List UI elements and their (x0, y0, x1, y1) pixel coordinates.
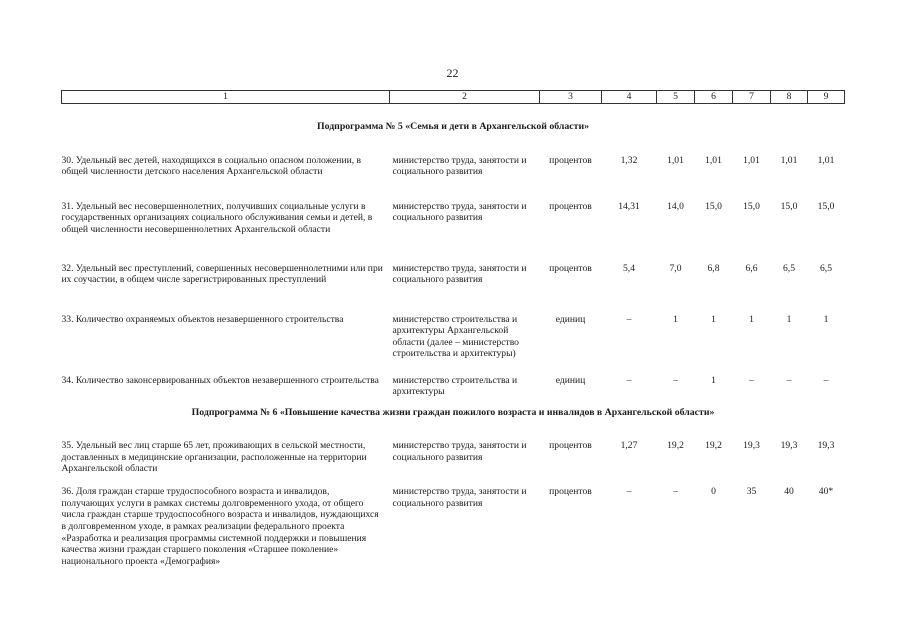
value-cell: 1,01 (780, 154, 798, 166)
value-cell: 7,0 (669, 262, 682, 274)
table-row (62, 486, 845, 580)
subprogram-heading (62, 104, 845, 155)
value-cell: 1 (786, 313, 792, 325)
value-cell: 14,0 (667, 200, 684, 212)
value-cell: – (823, 374, 829, 386)
value-cell: 19,2 (667, 440, 684, 452)
value-cell: 0 (711, 486, 716, 498)
table-row (62, 440, 845, 486)
header-cell: 9 (808, 91, 845, 104)
value-cell: 1,27 (620, 440, 638, 452)
value-cell: – (749, 374, 754, 386)
indicator-name: 31. Удельный вес несовершеннолетних, получивших социальные услуги в государственных организациях социального обслуживания семьи и детей, в общей численности несовершеннолетних Архангельской области (61, 200, 373, 235)
unit: процентов (549, 440, 592, 452)
header-cell: 2 (390, 91, 540, 104)
value-cell: 15,0 (743, 200, 760, 212)
value-cell: 6,5 (820, 262, 832, 274)
value-cell: – (626, 313, 632, 325)
header-cell: 4 (602, 91, 657, 104)
unit: единиц (555, 313, 586, 325)
unit: единиц (555, 374, 586, 386)
subprogram-title: Подпрограмма № 6 «Повышение качества жизни граждан пожилого возраста и инвалидов в Архангельской области» (191, 406, 715, 418)
responsible-org: министерство труда, занятости и социального развития (392, 154, 527, 178)
header-cell: 8 (771, 91, 808, 104)
value-cell: 15,0 (705, 200, 722, 212)
value-cell: 1 (711, 374, 716, 386)
header-cell: 3 (540, 91, 602, 104)
value-cell: 19,3 (743, 440, 760, 452)
value-cell: 1,01 (817, 154, 835, 166)
table-row (62, 155, 845, 201)
value-cell: – (626, 486, 632, 498)
value-cell: – (786, 374, 792, 386)
unit: процентов (549, 154, 592, 166)
responsible-org: министерство труда, занятости и социального развития (392, 200, 527, 224)
indicator-name: 32. Удельный вес преступлений, совершенных несовершеннолетними или при их соучастии, в общем числе зарегистрированных преступлений (61, 262, 383, 286)
table-header (62, 91, 845, 104)
value-cell: 14,31 (618, 200, 640, 212)
header-cell: 7 (733, 91, 771, 104)
subprogram-heading (62, 404, 845, 441)
value-cell: 1 (711, 313, 716, 325)
indicator-name: 34. Количество законсервированных объектов незавершенного строительства (61, 374, 379, 386)
value-cell: 19,2 (705, 440, 722, 452)
subprogram-title: Подпрограмма № 5 «Семья и дети в Архангельской области» (316, 121, 590, 132)
value-cell: – (626, 374, 632, 386)
table-row (62, 314, 845, 375)
unit: процентов (549, 486, 592, 498)
header-cell: 1 (62, 91, 390, 104)
indicator-name: 35. Удельный вес лиц старше 65 лет, проживающих в сельской местности, доставленных в медицинские организации, расположенные на территории Архангельской области (61, 440, 367, 475)
value-cell: – (673, 486, 678, 498)
header-row (62, 91, 845, 104)
table-row (62, 375, 845, 404)
indicators-table (61, 90, 845, 580)
unit: процентов (549, 200, 592, 212)
indicator-name: 33. Количество охраняемых объектов незавершенного строительства (61, 313, 344, 325)
value-cell: 1,01 (705, 154, 722, 166)
table-row (62, 201, 845, 263)
header-cell: 5 (657, 91, 695, 104)
value-cell: 6,5 (783, 262, 795, 274)
value-cell: 1,32 (620, 154, 638, 166)
page-number: 22 (446, 66, 459, 80)
value-cell: 1 (749, 313, 754, 325)
value-cell: 35 (746, 486, 757, 498)
value-cell: 1,01 (743, 154, 760, 166)
value-cell: 1,01 (667, 154, 684, 166)
value-cell: 5,4 (623, 262, 635, 274)
responsible-org: министерство труда, занятости и социального развития (392, 440, 527, 463)
value-cell: 40 (784, 486, 794, 498)
header-cell: 6 (695, 91, 733, 104)
value-cell: 1 (823, 313, 829, 325)
value-cell: 6,8 (707, 262, 720, 274)
value-cell: 15,0 (817, 200, 835, 212)
responsible-org: министерство строительства и архитектуры (392, 374, 518, 398)
unit: процентов (549, 262, 592, 274)
value-cell: 15,0 (780, 200, 798, 212)
responsible-org: министерство труда, занятости и социального развития (392, 486, 527, 509)
table-row (62, 263, 845, 314)
value-cell: – (673, 374, 678, 386)
value-cell: 19,3 (780, 440, 798, 452)
indicator-name: 36. Доля граждан старше трудоспособного возраста и инвалидов, получающих услуги в рамках системы долговременного ухода, от общего числа граждан старше трудоспособного возраста и инвалидов, нуждающихся в долговременном уходе, в рамках реализации федерального проекта «Разработка и реализация программы системной поддержки и повышения качества жизни граждан старшего поколения «Старшее поколение» национального проекта «Демография» (61, 486, 379, 567)
indicator-name: 30. Удельный вес детей, находящихся в социально опасном положении, в общей численности детского населения Архангельской области (61, 154, 362, 178)
value-cell: 6,6 (745, 262, 758, 274)
value-cell: 1 (673, 313, 678, 325)
responsible-org: министерство строительства и архитектуры Архангельской области (далее – министерство строительства и архитектуры) (392, 313, 519, 360)
value-cell: 40* (818, 486, 834, 498)
responsible-org: министерство труда, занятости и социального развития (392, 262, 527, 286)
value-cell: 19,3 (817, 440, 835, 452)
